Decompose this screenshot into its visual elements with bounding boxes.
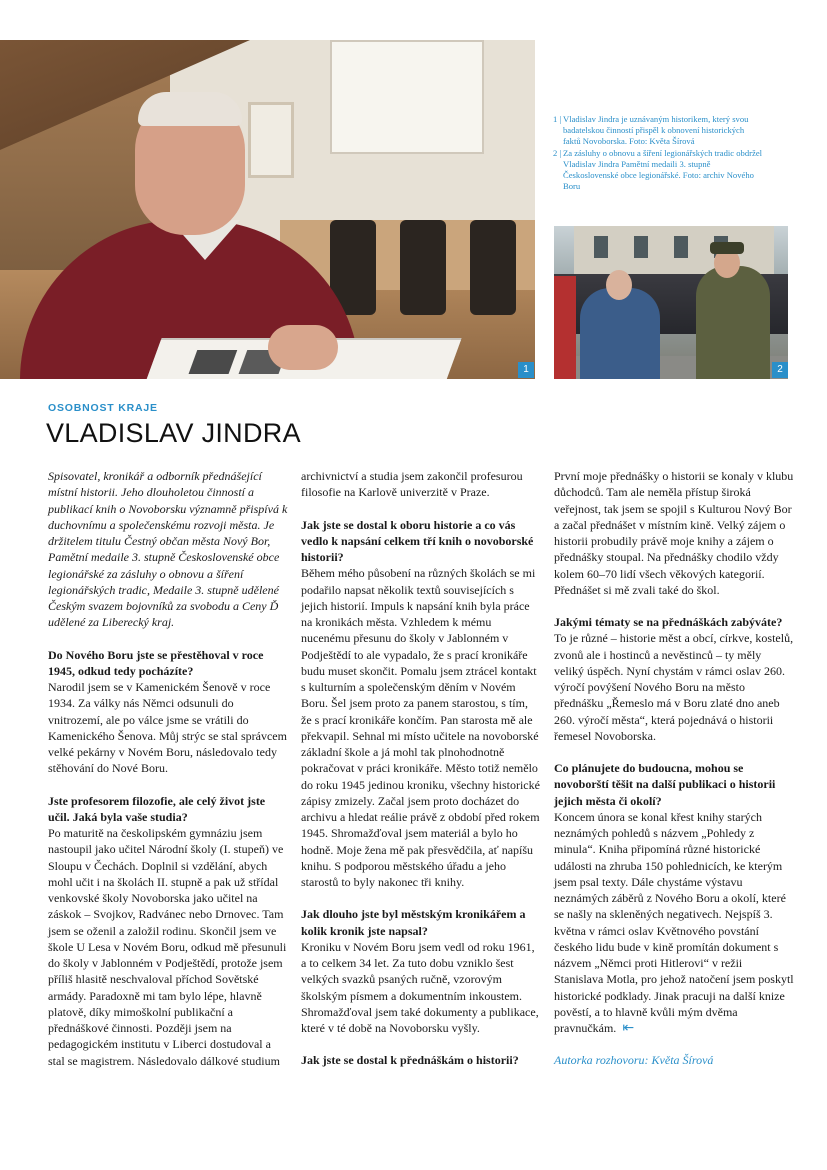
- answer: Během mého působení na různých školách se mi podařilo napsat několik textů souvisejících s jejich historií. Impuls k napsání knih byla práce na kronikách města. Vzhledem k mému nucenému přesunu do školy v Jablonném v Podještědí to ale vypadalo, že s prací kronikáře budu muset skončit. Pomalu jsem ztrácel kontakt s kulturním a společenským děním v Novém Boru. Šel jsem proto za panem starostou, s tím, že s prací kronikáře končím. Pan starosta mě ale překvapil. Sehnal mi místo učitele na novoborské základní škole a já mohl tak plnohodnotně pokračovat v práci kronikáře. Město totiž nemělo do roku 1945 jedinou kroniku, všechny historické zápisy zmizely. Začal jsem proto docházet do archivu a hledat reálie právě z období před rokem 1945. Shromažďoval jsem materiál a bylo ho hodně. Moje žena mě pak přesvědčila, ať napíšu knihu. S podporou městského úřadu a jeho starostů to byly nakonec tři knihy.: [301, 566, 540, 889]
- secondary-photo: [554, 226, 788, 379]
- photo-number-2: 2: [772, 362, 788, 378]
- question: Co plánujete do budoucna, mohou se novoborští těšit na další publikaci o historii jejich města či okolí?: [554, 761, 776, 808]
- qa-block: [301, 906, 541, 1036]
- photo-window: [248, 102, 294, 178]
- photo-hand: [268, 325, 338, 370]
- qa-block: [48, 647, 288, 777]
- photo-officer: [696, 266, 770, 379]
- photo-building-window: [674, 236, 688, 258]
- photo-captions: [553, 114, 763, 192]
- article-title: VLADISLAV JINDRA: [46, 418, 301, 448]
- interview-author: Autorka rozhovoru: Květa Šírová: [554, 1053, 714, 1068]
- qa-block: [554, 614, 794, 744]
- photo-man-blue-jacket: [580, 288, 660, 379]
- qa-block: [554, 760, 794, 1036]
- question: Do Nového Boru jste se přestěhoval v roce 1945, odkud tedy pocházíte?: [48, 647, 264, 678]
- question: Jak jste se dostal k přednáškám o historii?: [301, 1053, 519, 1068]
- photo-head: [606, 270, 632, 300]
- text-column-1: [48, 468, 288, 1085]
- caption-2: [553, 148, 763, 193]
- qa-block: [48, 793, 288, 1069]
- main-photo: [0, 40, 535, 379]
- photo-number-1: 1: [518, 362, 534, 378]
- caption-1: [553, 114, 763, 148]
- intro-paragraph: Spisovatel, kronikář a odborník přednášející místní historii. Jeho dlouholetou činností a publikací knih o Novoborsku významně přispívá k duchovnímu a společenskému rozvoji města. Je držitelem titulu Čestný občan města Nový Bor, Pamětní medaile 3. stupně Československé obce legionářské za zásluhy o obnovu a šíření legionářských tradic, Medaile 3. stupně udělené Českým svazem bojovníků za svobodu a Ceny Ď udělené za Liberecký kraj.: [48, 469, 288, 630]
- photo-whiteboard: [330, 40, 484, 154]
- photo-book-image: [189, 350, 238, 374]
- section-kicker: OSOBNOST KRAJE: [48, 402, 158, 414]
- answer: Po maturitě na českolipském gymnáziu jsem nastoupil jako učitel Národní školy (I. stupeň) ve Sloupu v Čechách. Doplnil si vzdělání, abych mohl učit i na školách II. stupně a pak už střídal venkovské školy Novoborska jako učitel na záskok – Svojkov, Radvánec nebo Drnovec. Tam jsem se oženil a založil rodinu. Skončil jsem ve škole U Lesa v Novém Boru, odkud mě přesunuli do školy v Jablonném v Podještědí, protože jsem příliš hlasitě neschvaloval příchod Sovětské armády. Paradoxně mi tam bylo lépe, hlavně platově, díky mimoškolní publikační a přednáškové činnosti. Později jsem na pedagogickém institutu v Liberci dostudoval a stal se magistrem. Následovalo dálkové studium: [48, 826, 287, 1068]
- text-column-3: [554, 468, 794, 1085]
- photo-man-hair: [138, 92, 242, 126]
- qa-block: [301, 517, 541, 891]
- caption-text: Vladislav Jindra je uznávaným historikem, který svou badatelskou činností přispěl k obnovení historických faktů Novoborska. Foto: Květa Šírová: [563, 114, 749, 147]
- photo-chair: [400, 220, 446, 315]
- answer: Kroniku v Novém Boru jsem vedl od roku 1961, a to celkem 34 let. Za tuto dobu vzniklo šest velkých svazků psaných ručně, vzorovým školským písmem a dokumentním inkoustem. Shromažďoval jsem také dokumenty a publikace, které v té době na Novoborsku vyšly.: [301, 939, 539, 1035]
- question: Jak dlouho jste byl městským kronikářem a kolik kronik jste napsal?: [301, 907, 526, 938]
- answer: To je různé – historie měst a obcí, církve, kostelů, zvonů ale i hostinců a nevěstinců – ty měly veliký úspěch. Nyní chystám v rámci oslav 260. výročí povýšení Nového Boru na město přednášku „Řemeslo má v Boru zlaté dno aneb 260. výročí města“, která pojednává o historii řemesel Novoborska.: [554, 631, 794, 743]
- photo-chair: [470, 220, 516, 315]
- answer: Narodil jsem se v Kamenickém Šenově v roce 1934. Za války nás Němci odsunuli do vnitrozemí, ale po válce jsme se vrátili do Kamenického Šenova. Můj strýc se stal správcem velké pekárny v Novém Boru, následovalo tedy stěhování do Nové Boru.: [48, 680, 287, 776]
- answer: Koncem února se konal křest knihy starých neznámých pohledů s názvem „Pohledy z minula“. Kniha připomíná různé historické události na zhruba 150 pohlednicích, ke kterým jsem psal texty. Dále chystáme výstavu neznámých záběrů z Nového Boru a okolí, které se našly na skleněných negativech. Nejspíš 3. května v rámci oslav Květnového povstání českého lidu bude v kině promítán dokument s názvem „Němci proti Hitlerovi“ v režii Stanislava Motla, pro jehož natočení jsem poskytl historické podklady. Jinak pracuji na další knize pověstí, a to hlavně kvůli mým dvěma pravnučkám.: [554, 809, 794, 1035]
- answer-continued: archivnictví a studia jsem zakončil profesurou filosofie na Karlově univerzitě v Praze.: [301, 469, 523, 500]
- question: Jste profesorem filozofie, ale celý život jste učil. Jaká byla vaše studia?: [48, 793, 266, 824]
- qa-block: [301, 1052, 541, 1068]
- return-arrow-icon: ⇤: [622, 1020, 635, 1036]
- photo-building-window: [594, 236, 608, 258]
- caption-text: Za zásluhy o obnovu a šíření legionářských tradic obdržel Vladislav Jindra Pamětní medaili 3. stupně Československé obce legionářské. Foto: archiv Nového Boru: [563, 147, 763, 192]
- photo-person: [554, 276, 576, 379]
- answer: První moje přednášky o historii se konaly v klubu důchodců. Tam ale neměla přístup široká veřejnost, tak jsem se spojil s Kulturou Nový Bor a začal přednášet v místním kině. Velký zájem o historii probudily právě moje knihy a zájem o přednášky stoupal. Na přednášky chodilo vždy kolem 60–70 lidí všech věkových kategorií. Přednášet si mě zvali také do škol.: [554, 469, 794, 597]
- question: Jak jste se dostal k oboru historie a co vás vedlo k napsání celkem tří knih o novoborské historii?: [301, 517, 534, 564]
- text-column-2: [301, 468, 541, 1085]
- photo-building-window: [634, 236, 648, 258]
- photo-officer-cap: [710, 242, 744, 254]
- question: Jakými tématy se na přednáškách zabýváte?: [554, 615, 783, 629]
- caption-number: 1 |: [553, 114, 562, 124]
- caption-number: 2 |: [553, 147, 562, 158]
